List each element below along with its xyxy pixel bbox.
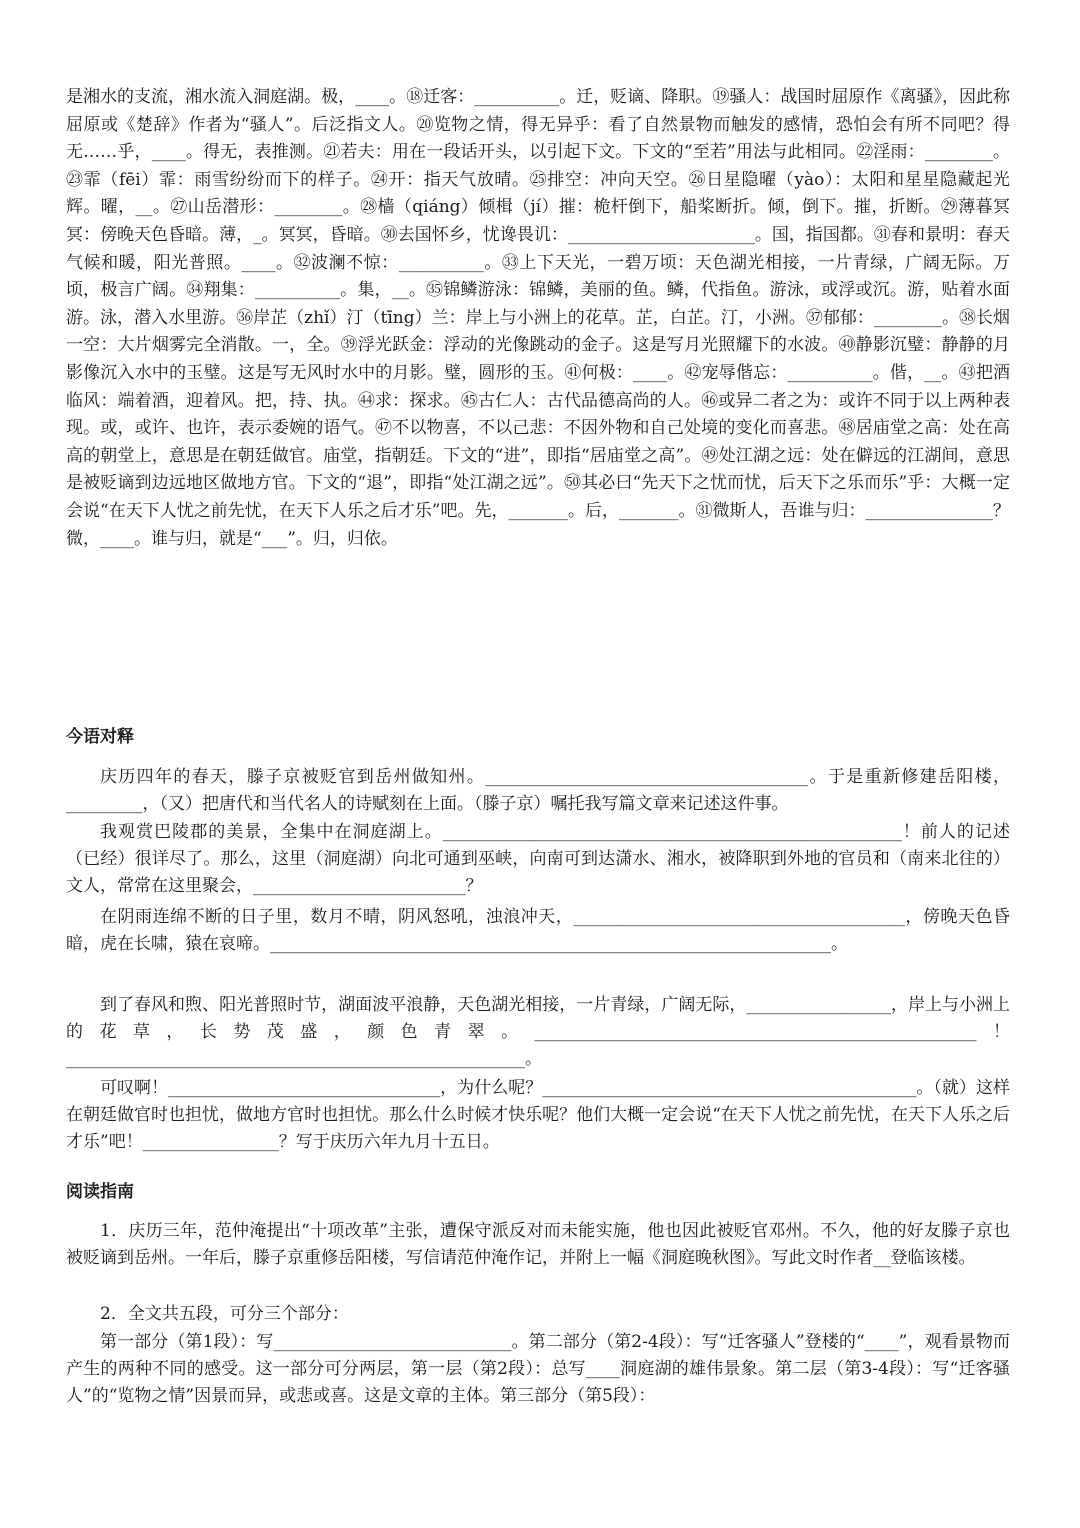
translation-paragraph-1: 庆历四年的春天，滕子京被贬官到岳州做知州。______________________________________。于是重新修建岳阳楼，_________，（又）把唐代和当代名人的诗赋刻在上面。（滕子京）嘱托我写篇文章来记述这件事。 <box>66 767 1010 814</box>
translation-paragraph-5: 可叹啊！________________________________，为什么呢？____________________________________________。（就）这样在朝廷做官时也担忧，做地方官时也担忧。那么什么时候才快乐呢？他们大概一定会说“在天下人忧之前先忧，在天下人乐之后才乐”吧！________________？写于庆历六年九月十五日。 <box>66 1078 1010 1152</box>
translation-paragraph-3: 在阴雨连绵不断的日子里，数月不晴，阴风怒吼，浊浪冲天，_______________________________________，傍晚天色昏暗，虎在长啸，猿在哀啼。__________________________________________________________________。 <box>66 907 1010 954</box>
guide-paragraph-1: 1．庆历三年，范仲淹提出“十项改革”主张，遭保守派反对而未能实施，他也因此被贬官邓州。不久，他的好友滕子京也被贬谪到岳州。一年后，滕子京重修岳阳楼，写信请范仲淹作记，并附上一幅《洞庭晚秋图》。写此文时作者__登临该楼。 <box>66 1221 1010 1268</box>
translation-paragraph-2: 我观赏巴陵郡的美景，全集中在洞庭湖上。______________________________________________________！前人的记述（已经）很详尽了。那么，这里（洞庭湖）向北可通到巫峡，向南可到达潇水、湘水，被降职到外地的官员和（南来北往的）文人，常常在这里聚会，_________________________？ <box>66 822 1010 896</box>
guide-paragraph-3: 第一部分（第1段）：写____________________________。第二部分（第2-4段）：写“迁客骚人”登楼的“____”，观看景物而产生的两种不同的感受。这一部分可分两层，第一层（第2段）：总写____洞庭湖的雄伟景象。第二层（第3-4段）：写“迁客骚人”的“览物之情”因景而异，或悲或喜。这是文章的主体。第三部分（第5段）： <box>66 1332 1010 1406</box>
section-heading-translation: 今语对释 <box>66 727 134 747</box>
annotation-notes: 是湘水的支流，湘水流入洞庭湖。极，____。⑱迁客：__________。迁，贬谪、降职。⑲骚人：战国时屈原作《离骚》，因此称屈原或《楚辞》作者为“骚人”。后泛指文人。⑳览物之情，得无异乎：看了自然景物而触发的感情，恐怕会有所不同吧？得无……乎，____。得无，表推测。㉑若夫：用在一段话开头，以引起下文。下文的“至若”用法与此相同。㉒淫雨：________。㉓霏（fēi）霏：雨雪纷纷而下的样子。㉔开：指天气放晴。㉕排空：冲向天空。㉖日星隐曜（yào）：太阳和星星隐藏起光辉。曜，__。㉗山岳潜形：________。㉘樯（qiáng）倾楫（jí）摧：桅杆倒下，船桨断折。倾，倒下。摧，折断。㉙薄暮冥冥：傍晚天色昏暗。薄，_。冥冥，昏暗。㉚去国怀乡，忧谗畏讥：______________________。国，指国都。㉛春和景明：春天气候和暖，阳光普照。____。㉜波澜不惊：__________。㉝上下天光，一碧万顷：天色湖光相接，一片青绿，广阔无际。万顷，极言广阔。㉞翔集：__________。集，__。㉟锦鳞游泳：锦鳞，美丽的鱼。鳞，代指鱼。游泳，或浮或沉。游，贴着水面游。泳，潜入水里游。㊱岸芷（zhǐ）汀（tīng）兰：岸上与小洲上的花草。芷，白芷。汀，小洲。㊲郁郁：________。㊳长烟一空：大片烟雾完全消散。一，全。㊴浮光跃金：浮动的光像跳动的金子。这是写月光照耀下的水波。㊵静影沉璧：静静的月影像沉入水中的玉璧。这是写无风时水中的月影。璧，圆形的玉。㊶何极：____。㊷宠辱偕忘：__________。偕，__。㊸把酒临风：端着酒，迎着风。把，持、执。㊹求：探求。㊺古仁人：古代品德高尚的人。㊻或异二者之为：或许不同于以上两种表现。或，或许、也许，表示委婉的语气。㊼不以物喜，不以己悲：不因外物和自己处境的变化而喜悲。㊽居庙堂之高：处在高高的朝堂上，意思是在朝廷做官。庙堂，指朝廷。下文的“进”，即指“居庙堂之高”。㊾处江湖之远：处在僻远的江湖间，意思是被贬谪到边远地区做地方官。下文的“退”，即指“处江湖之远”。㊿其必曰“先天下之忧而忧，后天下之乐而乐”乎：大概一定会说“在天下人忧之前先忧，在天下人乐之后才乐”吧。先，_______。后，_______。㉛微斯人，吾谁与归：_______________？微，____。谁与归，就是“___”。归，归依。 <box>66 87 1010 549</box>
translation-paragraph-4: 到了春风和煦、阳光普照时节，湖面波平浪静，天色湖光相接，一片青绿，广阔无际，_________________，岸上与小洲上的花草，长势茂盛，颜色青翠。____________________________________________________！______________________________________________________。 <box>66 995 1010 1069</box>
guide-paragraph-2: 2．全文共五段，可分三个部分： <box>100 1304 349 1324</box>
section-heading-reading-guide: 阅读指南 <box>66 1182 134 1202</box>
